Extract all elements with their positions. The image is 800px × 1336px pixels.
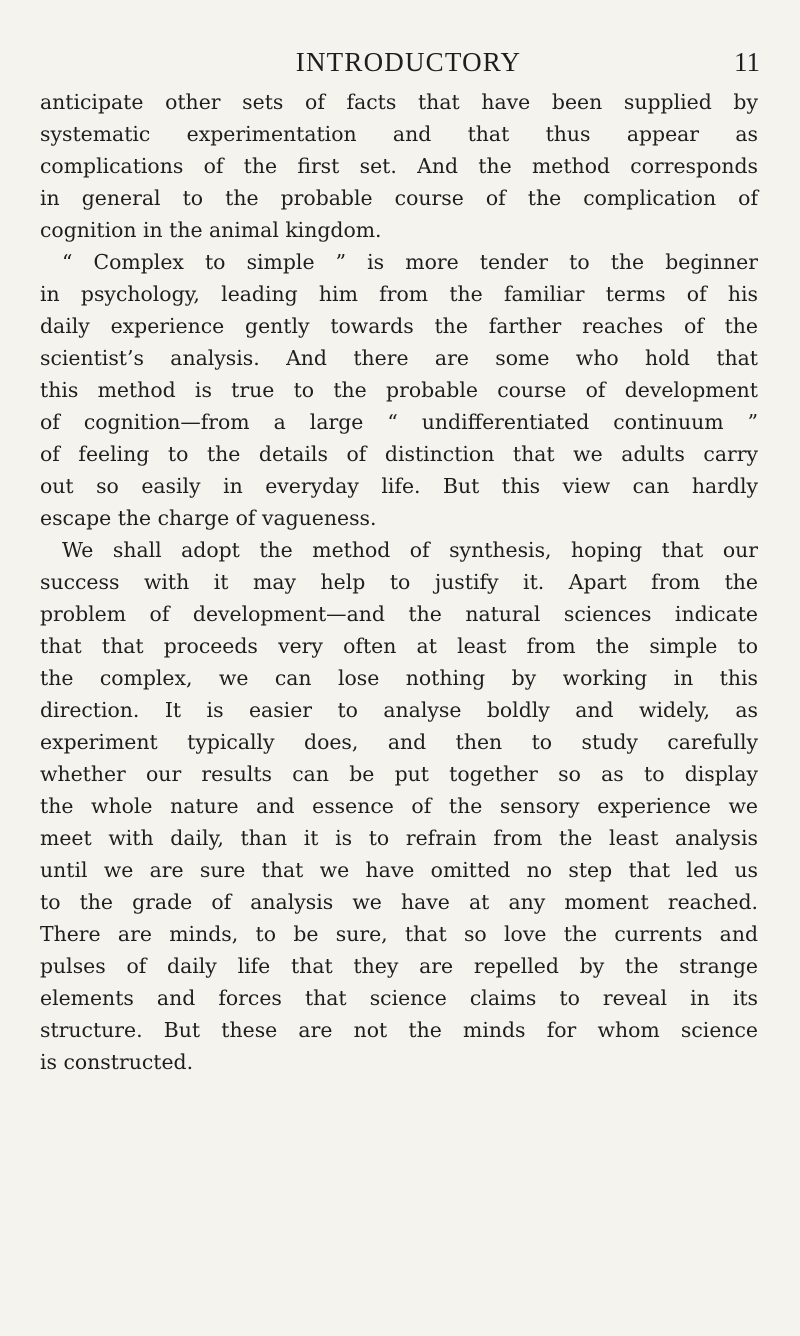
running-head: INTRODUCTORY [295,47,522,77]
text-line: escape the charge of vagueness. [40,506,377,530]
text-line: scientist’s analysis. And there are some who hold that [40,346,758,370]
page-number: 11 [734,47,760,77]
text-line: daily experience gently towards the farther reaches of the [40,314,758,338]
text-line: complications of the first set. And the method corresponds [40,154,758,178]
text-line: “ Complex to simple ” is more tender to the beginner [62,250,758,274]
text-line: cognition in the animal kingdom. [40,218,382,242]
text-line: is constructed. [40,1050,194,1074]
text-line: the whole nature and essence of the sensory experience we [40,794,758,818]
text-line: direction. It is easier to analyse boldly and widely, as [40,698,758,722]
text-line: to the grade of analysis we have at any moment reached. [40,890,758,914]
text-line: of cognition—from a large “ undifferentiated continuum ” [40,410,758,434]
text-line: the complex, we can lose nothing by working in this [40,666,758,690]
text-line: this method is true to the probable course of development [40,378,758,402]
body-text [40,86,758,1078]
text-line: out so easily in everyday life. But this view can hardly [40,474,758,498]
text-line: structure. But these are not the minds for whom science [40,1018,758,1042]
text-line: until we are sure that we have omitted no step that led us [40,858,758,882]
text-line: systematic experimentation and that thus appear as [40,122,758,146]
text-line: experiment typically does, and then to study carefully [40,730,758,754]
text-line: There are minds, to be sure, that so love the currents and [40,922,758,946]
text-line: anticipate other sets of facts that have been supplied by [40,90,758,114]
text-line: meet with daily, than it is to refrain from the least analysis [40,826,758,850]
text-line: We shall adopt the method of synthesis, hoping that our [62,538,758,562]
text-line: pulses of daily life that they are repelled by the strange [40,954,758,978]
text-line: whether our results can be put together so as to display [40,762,758,786]
text-line: in general to the probable course of the complication of [40,186,758,210]
text-line: problem of development—and the natural sciences indicate [40,602,758,626]
text-line: that that proceeds very often at least from the simple to [40,634,758,658]
text-line: success with it may help to justify it. Apart from the [40,570,758,594]
text-line: in psychology, leading him from the familiar terms of his [40,282,758,306]
page-header [40,42,760,82]
text-line: elements and forces that science claims to reveal in its [40,986,758,1010]
text-line: of feeling to the details of distinction that we adults carry [40,442,758,466]
